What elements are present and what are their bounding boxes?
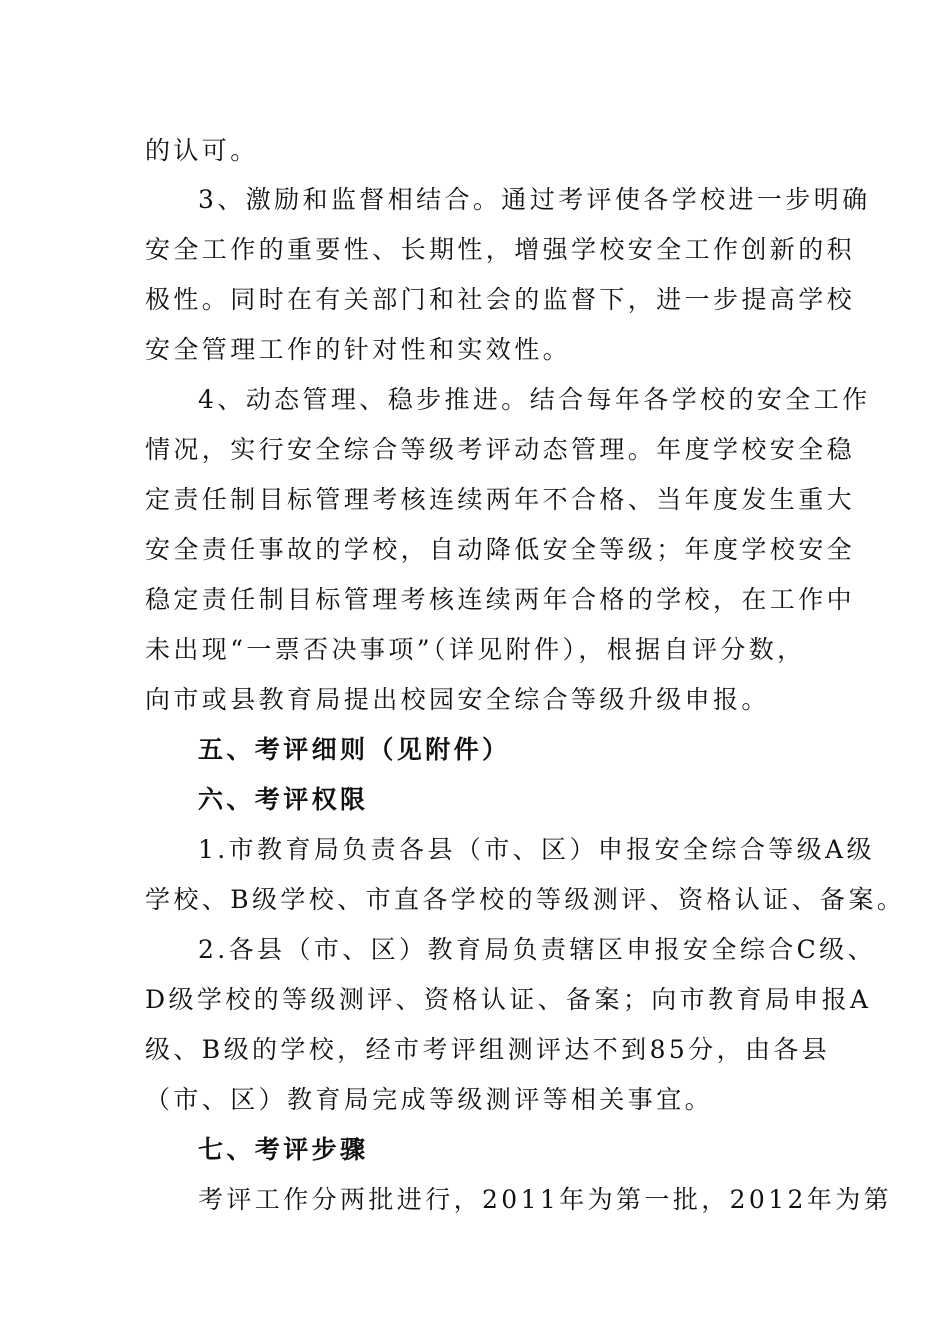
text-line: 安全责任事故的学校，自动降低安全等级；年度学校安全: [145, 535, 856, 564]
text-line: 级、B级的学校，经市考评组测评达不到85分，由各县: [145, 1035, 831, 1064]
text-line: 未出现“一票否决事项”（详见附件），根据自评分数，: [145, 635, 806, 664]
text-line: 安全工作的重要性、长期性，增强学校安全工作创新的积: [145, 235, 856, 264]
text-line: 安全管理工作的针对性和实效性。: [145, 335, 572, 364]
text-line: （市、区）教育局完成等级测评等相关事宜。: [145, 1085, 714, 1114]
item-3-heading: 3、激励和监督相结合。通过考评使各学校进一步明确: [198, 185, 871, 214]
section-7-heading: 七、考评步骤: [198, 1135, 369, 1164]
item-4-heading: 4、动态管理、稳步推进。结合每年各学校的安全工作: [198, 385, 871, 414]
section-5-heading: 五、考评细则（见附件）: [198, 735, 511, 764]
text-line: 向市或县教育局提出校园安全综合等级升级申报。: [145, 685, 770, 714]
text-line: 稳定责任制目标管理考核连续两年合格的学校，在工作中: [145, 585, 856, 614]
item-2-text: 2.各县（市、区）教育局负责辖区申报安全综合C级、: [198, 935, 876, 964]
text-line: 定责任制目标管理考核连续两年不合格、当年度发生重大: [145, 485, 856, 514]
text-line: 学校、B级学校、市直各学校的等级测评、资格认证、备案。: [145, 885, 906, 914]
text-line: 情况，实行安全综合等级考评动态管理。年度学校安全稳: [145, 435, 856, 464]
text-line: 的认可。: [145, 136, 259, 165]
item-1-text: 1.市教育局负责各县（市、区）申报安全综合等级A级: [198, 835, 875, 864]
text-line: D级学校的等级测评、资格认证、备案；向市教育局申报A: [145, 985, 872, 1014]
section-6-heading: 六、考评权限: [198, 785, 369, 814]
text-line: 考评工作分两批进行，2011年为第一批，2012年为第: [198, 1185, 893, 1214]
text-line: 极性。同时在有关部门和社会的监督下，进一步提高学校: [145, 285, 856, 314]
